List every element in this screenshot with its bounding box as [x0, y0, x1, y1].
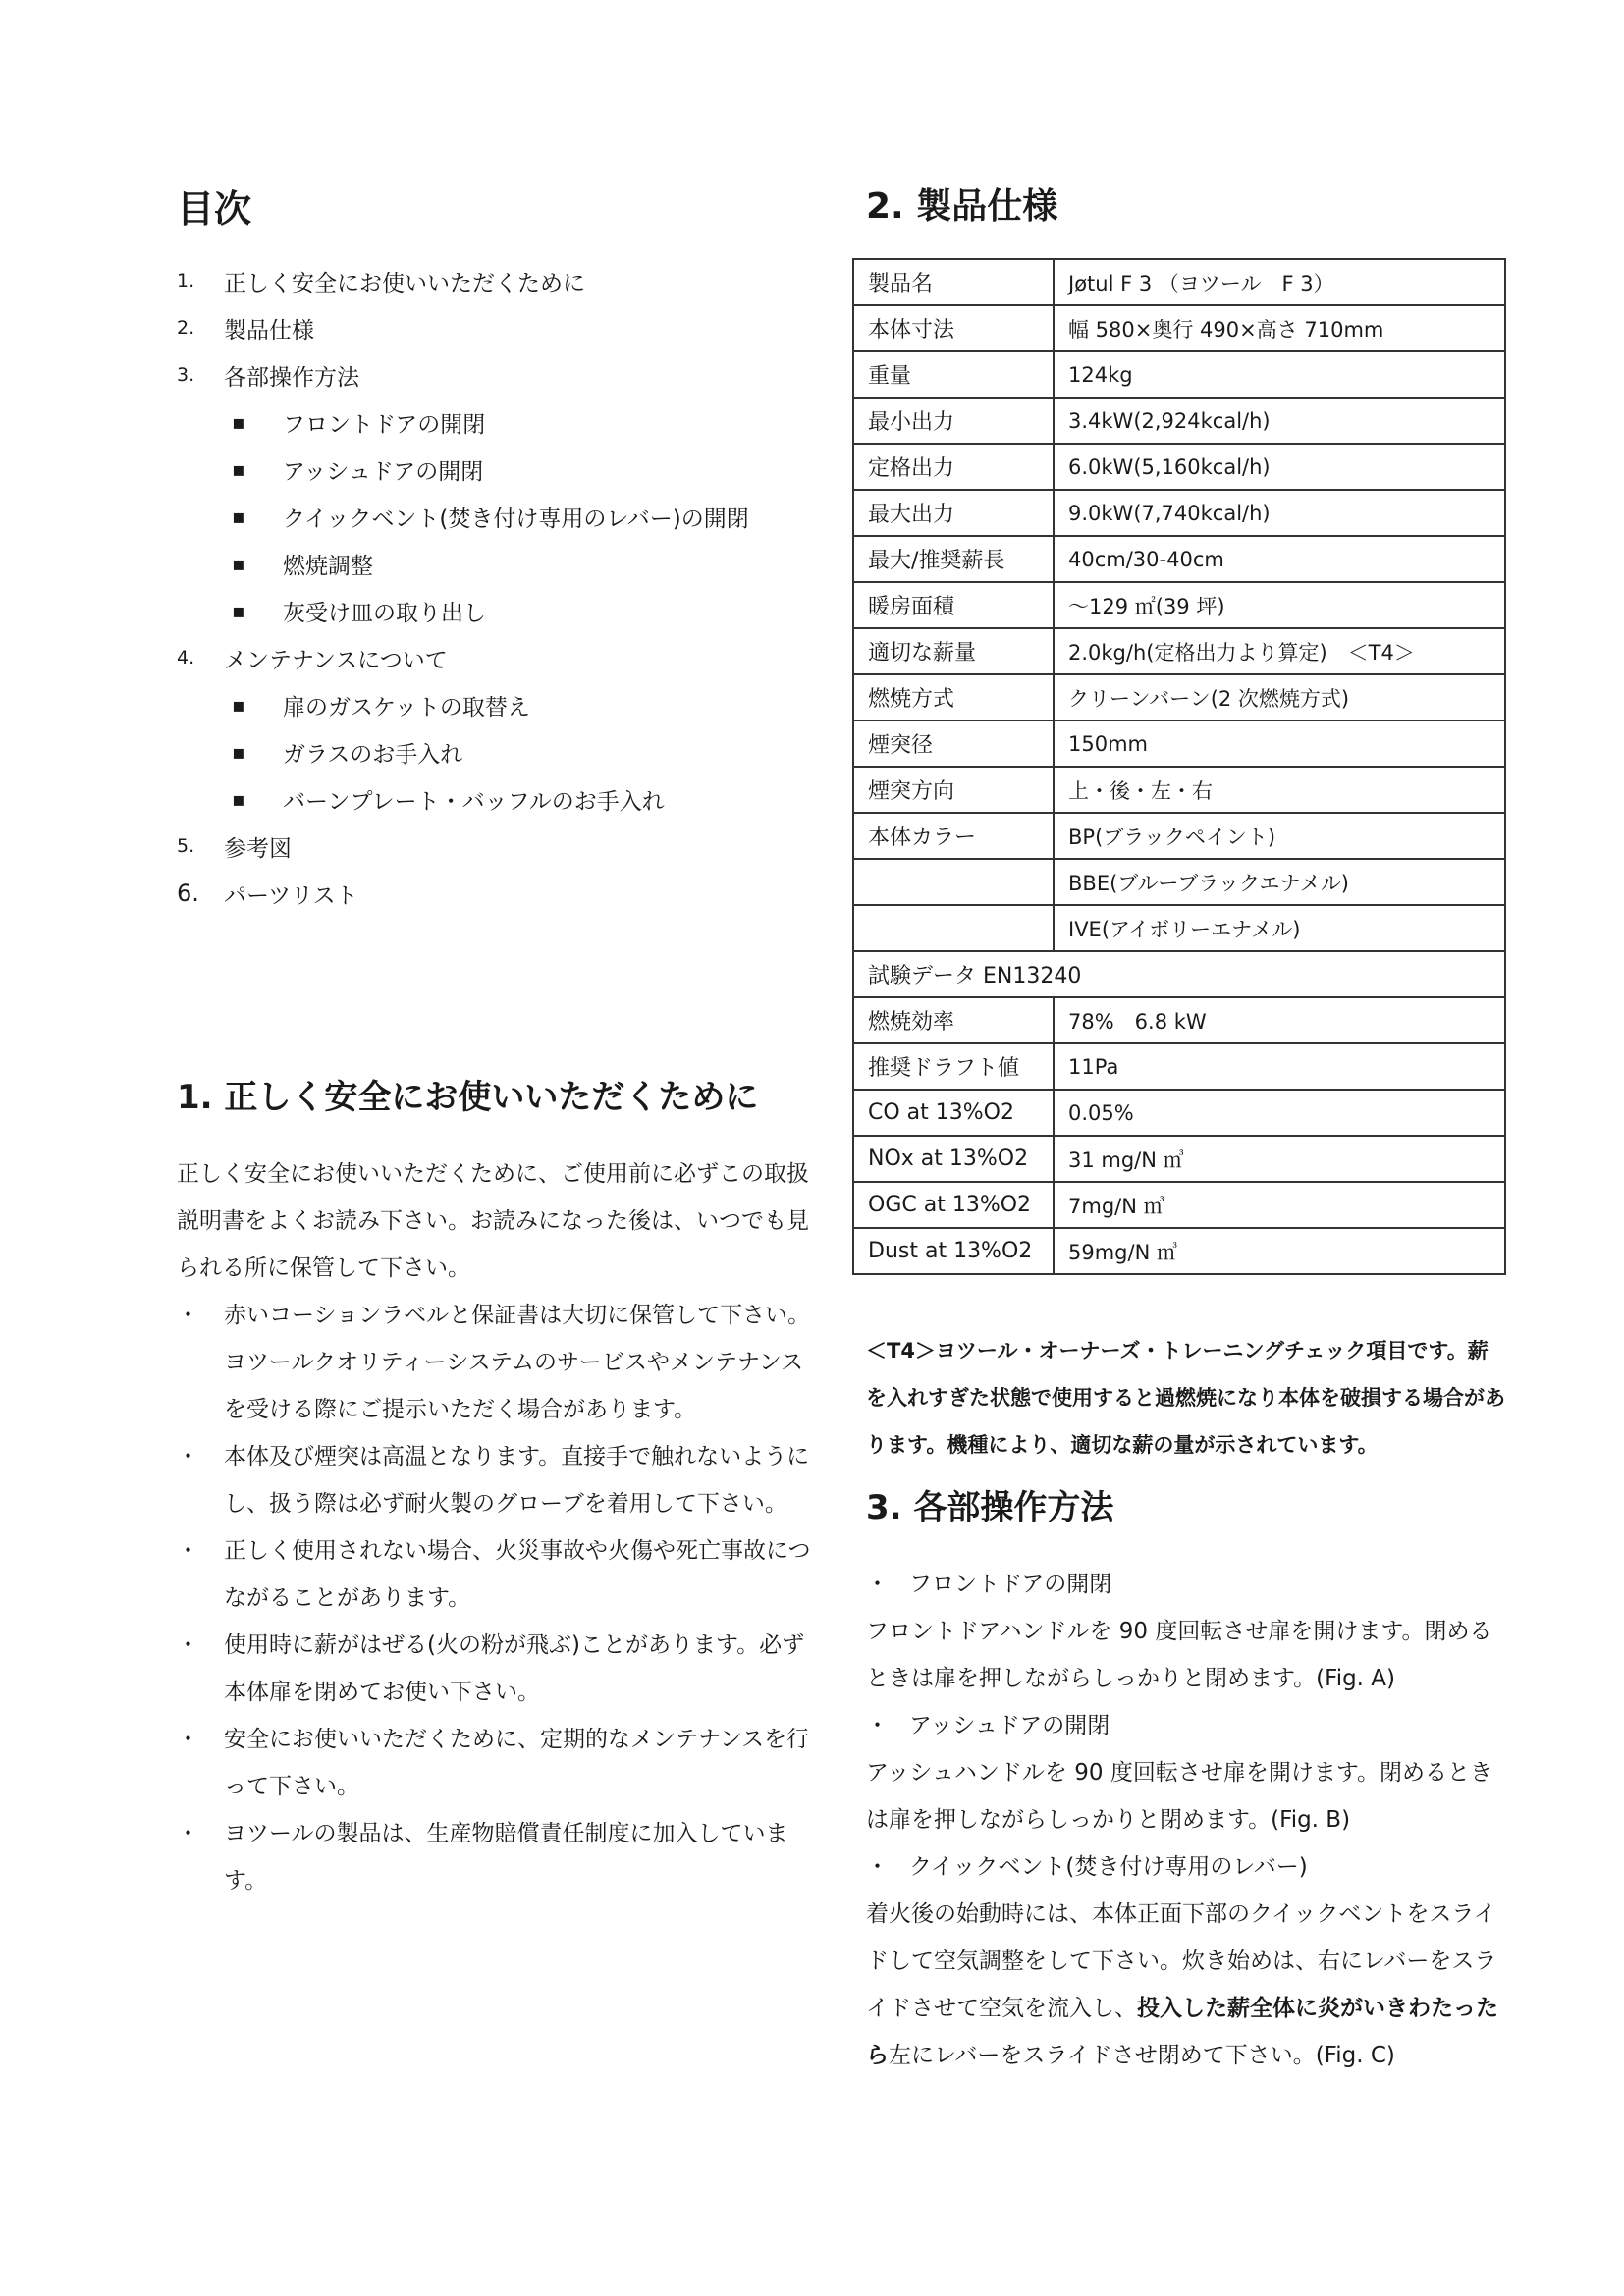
bullet-icon: ・ [177, 1632, 199, 1658]
table-row: 最大出力 9.0kW(7,740kcal/h) [853, 490, 1505, 536]
bullet-icon: ▪ [232, 410, 245, 434]
list-item: ・ 正しく使用されない場合、火災事故や火傷や死亡事故につながることがあります。 [177, 1527, 825, 1622]
bullet-icon: ・ [177, 1821, 199, 1846]
section2-title: 2. 製品仕様 [866, 187, 1058, 227]
section1-title: 1. 正しく安全にお使いいただくために [177, 1078, 759, 1117]
paragraph: アッシュハンドルを 90 度回転させ扉を開けます。閉めるときは扉を押しながらしっかりと閉めます。(Fig. B) [866, 1760, 1492, 1833]
bullet-icon: ・ [866, 1854, 889, 1880]
subheading-front-door: ・ フロントドアの開閉 [866, 1561, 1506, 1608]
list-item: ・ ヨツールの製品は、生産物賠償責任制度に加入しています。 [177, 1810, 825, 1904]
section3-title: 3. 各部操作方法 [866, 1488, 1114, 1527]
paragraph: 着火後の始動時には、本体正面下部のクイックベントをスライドして空気調整をして下さい。炊き始めは、右にレバーをスライドさせて空気を流入し、投入した薪全体に炎がいきわたったら左にレバーをスライドさせ閉めて下さい。(Fig. C) [866, 1901, 1498, 2068]
toc-subitem[interactable]: ▪ バーンプレート・バッフルのお手入れ [232, 787, 665, 815]
section3-body [866, 1561, 1506, 2079]
toc-subitem[interactable]: ▪ 灰受け皿の取り出し [232, 599, 486, 626]
toc-subitem[interactable]: ▪ ガラスのお手入れ [232, 740, 463, 768]
toc-subitem[interactable]: ▪ クイックベント(焚き付け専用のレバー)の開閉 [232, 505, 749, 532]
table-of-contents [177, 257, 825, 917]
toc-subitem[interactable]: ▪ フロントドアの開閉 [232, 410, 486, 438]
toc-item[interactable]: 4. メンテナンスについて [177, 647, 448, 673]
table-row: 本体カラー BP(ブラックペイント) [853, 813, 1505, 859]
table-row: 製品名 Jøtul F 3 （ヨツール F 3） [853, 259, 1505, 305]
toc-subitem[interactable]: ▪ アッシュドアの開閉 [232, 457, 484, 485]
section1-body [177, 1150, 825, 1904]
bullet-icon: ・ [866, 1572, 889, 1597]
table-row: 燃焼方式 クリーンバーン(2 次燃焼方式) [853, 674, 1505, 721]
toc-item[interactable]: 1. 正しく安全にお使いいただくために [177, 270, 585, 296]
paragraph: フロントドアハンドルを 90 度回転させ扉を開けます。閉めるときは扉を押しながらしっかりと閉めます。(Fig. A) [866, 1619, 1492, 1691]
subheading-ash-door: ・ アッシュドアの開閉 [866, 1702, 1506, 1749]
test-data-header: 試験データ EN13240 [853, 951, 1505, 997]
table-row: 燃焼効率 78% 6.8 kW [853, 997, 1505, 1043]
bullet-icon: ・ [866, 1713, 889, 1738]
spec-table [852, 258, 1506, 1275]
bullet-icon: ・ [177, 1444, 199, 1469]
table-row: 暖房面積 ～129 ㎡(39 坪) [853, 582, 1505, 628]
bullet-icon: ▪ [232, 693, 245, 717]
list-item: ・ 安全にお使いいただくために、定期的なメンテナンスを行って下さい。 [177, 1716, 825, 1810]
bullet-icon: ▪ [232, 457, 245, 481]
toc-title: 目次 [177, 187, 252, 231]
table-row: 本体寸法 幅 580×奥行 490×高さ 710mm [853, 305, 1505, 351]
emphasis-text: 投入した薪全体に炎がいきわたったら [866, 1996, 1498, 2068]
toc-subitem[interactable]: ▪ 扉のガスケットの取替え [232, 693, 530, 721]
table-row: Dust at 13%O2 59mg/N ㎥ [853, 1228, 1505, 1274]
toc-item[interactable]: 5. 参考図 [177, 835, 292, 862]
table-row: 適切な薪量 2.0kg/h(定格出力より算定) ＜T4＞ [853, 628, 1505, 674]
toc-item[interactable]: 6. パーツリスト [177, 880, 358, 909]
table-row: 煙突方向 上・後・左・右 [853, 767, 1505, 813]
table-row: CO at 13%O2 0.05% [853, 1090, 1505, 1136]
safety-list [177, 1292, 825, 1904]
toc-item[interactable]: 2. 製品仕様 [177, 317, 314, 344]
bullet-icon: ▪ [232, 740, 245, 764]
table-row: 重量 124kg [853, 351, 1505, 398]
list-item: ・ 本体及び煙突は高温となります。直接手で触れないようにし、扱う際は必ず耐火製のグローブを着用して下さい。 [177, 1433, 825, 1527]
table-row: OGC at 13%O2 7mg/N ㎥ [853, 1182, 1505, 1228]
table-row [853, 951, 1505, 997]
bullet-icon: ・ [177, 1538, 199, 1564]
table-row: BBE(ブルーブラックエナメル) [853, 859, 1505, 905]
table-row: 推奨ドラフト値 11Pa [853, 1043, 1505, 1090]
table-row: 最小出力 3.4kW(2,924kcal/h) [853, 398, 1505, 444]
list-item: ・ 使用時に薪がはぜる(火の粉が飛ぶ)ことがあります。必ず本体扉を閉めてお使い下さい。 [177, 1622, 825, 1716]
toc-item[interactable]: 3. 各部操作方法 [177, 364, 359, 391]
toc-subitem[interactable]: ▪ 燃焼調整 [232, 552, 373, 579]
table-row: 定格出力 6.0kW(5,160kcal/h) [853, 444, 1505, 490]
list-item: ・ 赤いコーションラベルと保証書は大切に保管して下さい。ヨツールクオリティーシステムのサービスやメンテナンスを受ける際にご提示いただく場合があります。 [177, 1292, 825, 1433]
bullet-icon: ▪ [232, 787, 245, 811]
table-row: IVE(アイボリーエナメル) [853, 905, 1505, 951]
section1-intro: 正しく安全にお使いいただくために、ご使用前に必ずこの取扱説明書をよくお読み下さい。お読みになった後は、いつでも見られる所に保管して下さい。 [177, 1161, 809, 1281]
table-row: 煙突径 150mm [853, 721, 1505, 767]
table-row: NOx at 13%O2 31 mg/N ㎥ [853, 1136, 1505, 1182]
table-row: 最大/推奨薪長 40cm/30-40cm [853, 536, 1505, 582]
bullet-icon: ▪ [232, 552, 245, 575]
t4-note: ＜T4＞ヨツール・オーナーズ・トレーニングチェック項目です。薪を入れすぎた状態で使用すると過燃焼になり本体を破損する場合があります。機種により、適切な薪の量が示されています。 [866, 1339, 1505, 1457]
bullet-icon: ・ [177, 1303, 199, 1328]
bullet-icon: ▪ [232, 505, 245, 528]
bullet-icon: ・ [177, 1727, 199, 1752]
bullet-icon: ▪ [232, 599, 245, 622]
subheading-quick-vent: ・ クイックベント(焚き付け専用のレバー) [866, 1843, 1506, 1891]
